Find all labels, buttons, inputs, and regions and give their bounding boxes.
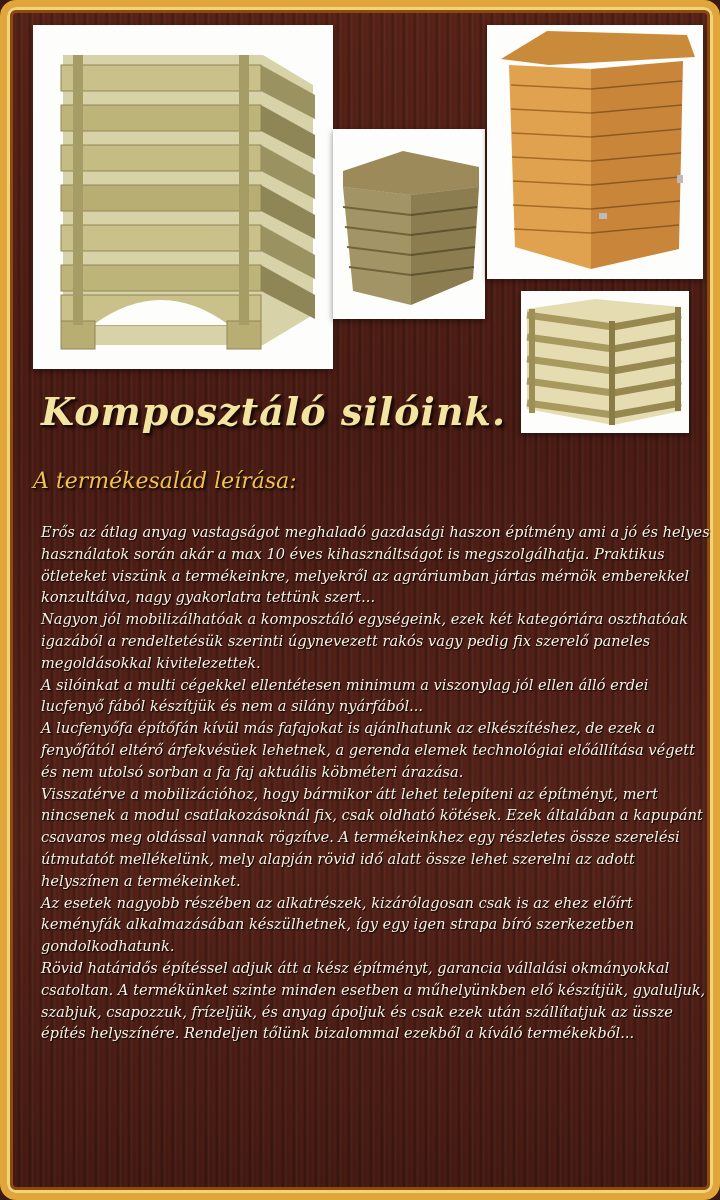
open-slatted-composter-image [521,291,689,433]
photo-open-slatted-composter [521,291,689,433]
section-heading: A termékesalád leírása: [33,469,297,494]
photo-roofed-small-composter [333,129,485,319]
stacked-composter-image [33,25,333,369]
photo-stacked-composter [33,25,333,369]
description-paragraph: Rövid határidős építéssel adjuk átt a kész építményt, garancia vállalási okmányokkal csatoltan. A termékünket szinte minden esetben a műhelyünkben elő készítjük, gyaluljuk, szabjuk, csapozzuk, frízeljük, és anyag ápoljuk és csak ezek után szállítatjuk az üssze építés helyszínére. Rendeljen tőlünk bizalommal ezekből a kíváló termékekből... [41,959,706,1043]
photo-roofed-tall-composter [487,25,703,279]
roofed-small-composter-image [333,129,485,319]
roofed-tall-composter-image [487,25,703,279]
page-title: Komposztáló silóink. [41,389,507,434]
description-paragraph: A silóinkat a multi cégekkel ellentétesen minimum a viszonylag jól ellen álló erdei lucfenyő fából készítjük és nem a silány nyárfából... [41,676,649,716]
description-paragraph: A lucfenyőfa építőfán kívül más fafajokat is ajánlhatunk az elkészítéshez, de ezek a fenyőfától eltérő árfekvésüek lehetnek, a gerenda elemek technológiai előállítása végett és nem utolsó sorban a fa faj aktuális köbméteri árazása. [41,720,695,781]
description-paragraph: Nagyon jól mobilizálhatóak a komposztáló egységeink, ezek két kategóriára oszthatóak igazából a rendeltetésük szerinti úgynevezett rakós vagy pedig fix szerelő paneles megoldásokkal kivitelezettek. [41,611,689,672]
description-text [41,522,713,1045]
description-paragraph: Az esetek nagyobb részében az alkatrészek, kizárólagosan csak is az ehez előírt keményfák alkalmazásában készülhetnek, így egy igen strapa bíró szerkezetben gondolkodhatunk. [41,894,635,956]
description-paragraph: Erős az átlag anyag vastagságot meghaladó gazdasági haszon építmény ami a jó és helyes használatok során akár a max 10 éves kihasználtságot is megszolgálhatja. Praktikus ötleteket viszünk a termékeinkre, melyekről az agráriumban jártas mérnök emberekkel konzultálva, nagy gyakorlatra tettünk szert... [41,524,710,607]
description-paragraph: Visszatérve a mobilizációhoz, hogy bármikor átt lehet telepíteni az építményt, mert nincsenek a modul csatlakozásoknál fix, csak oldható kötések. Ezek általában a kapupánt csavaros meg oldással vannak rögzítve. A termékeinkhez egy részletes össze szerelési útmutatót mellékelünk, mely alapján rövid idő alatt össze lehet szerelni az adott helyszínen a termékeinket. [41,785,703,890]
